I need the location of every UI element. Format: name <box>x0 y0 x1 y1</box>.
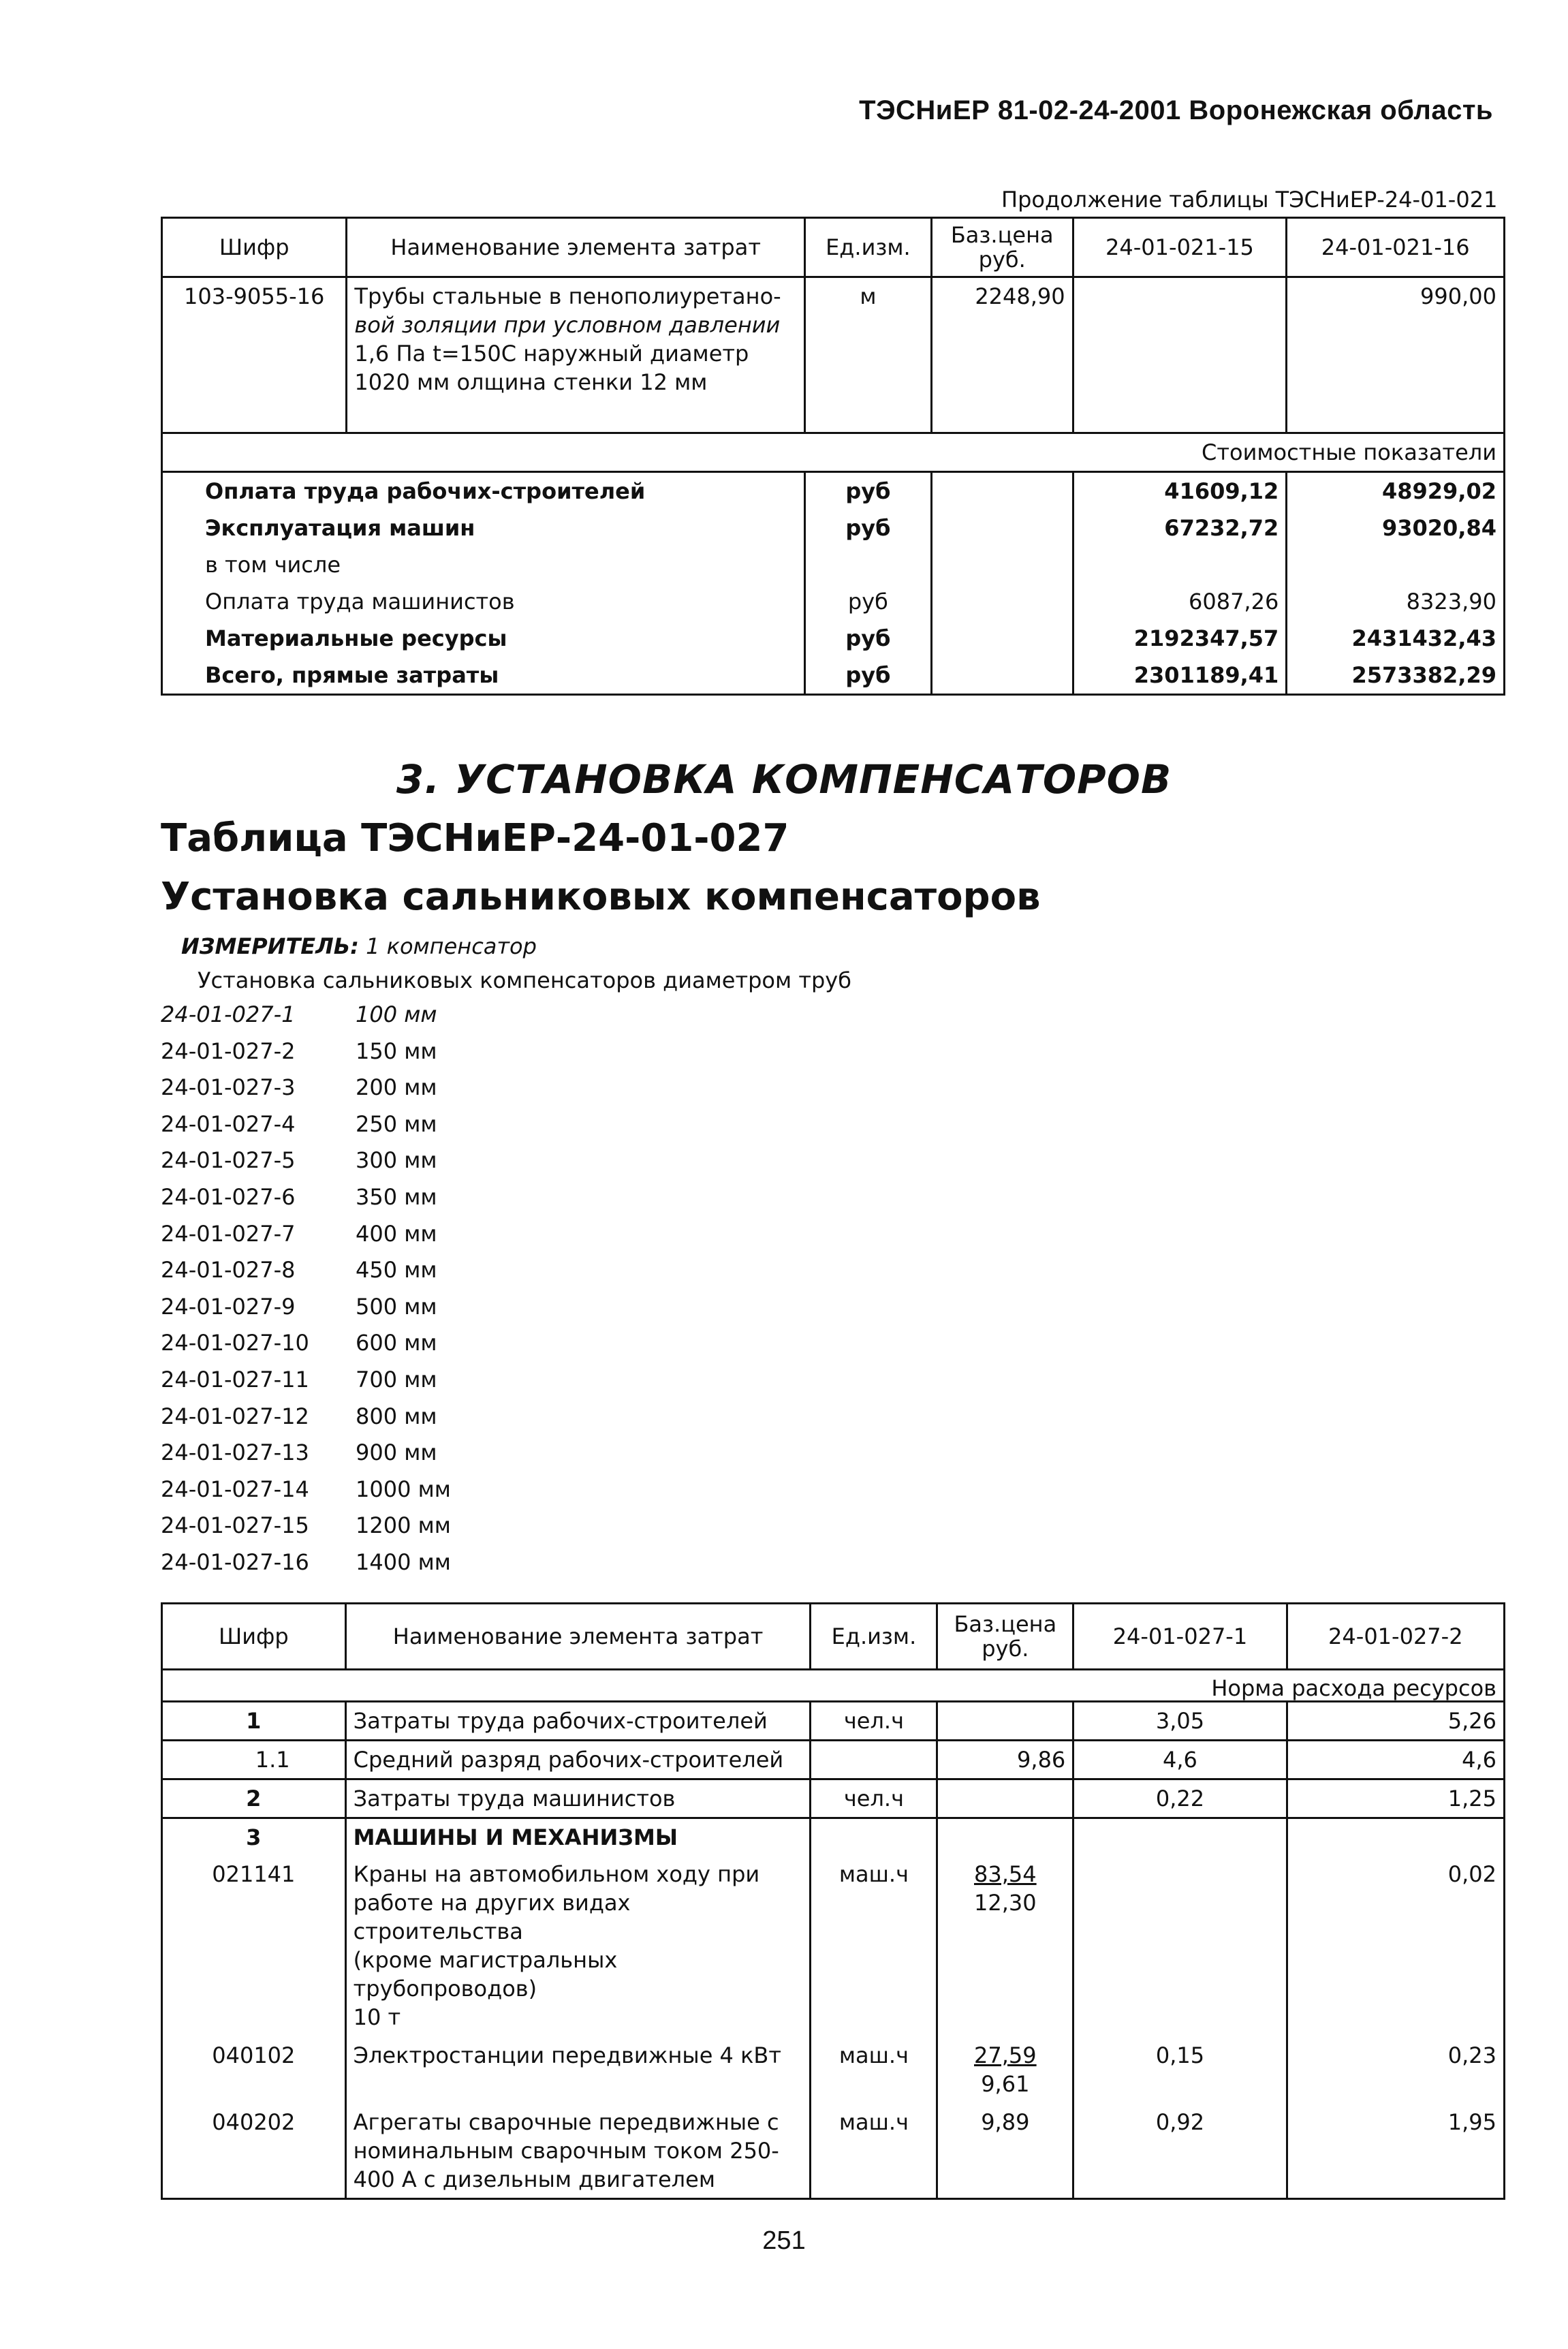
resource-price: 9,86 <box>937 1741 1073 1779</box>
table-subtitle: Установка сальниковых компенсаторов <box>161 875 1041 919</box>
material-unit: м <box>804 277 931 433</box>
header-unit: Ед.изм. <box>804 218 931 277</box>
resource-value-2: 4,6 <box>1287 1741 1504 1779</box>
resource-code: 1 <box>162 1702 346 1741</box>
cost-row <box>162 583 1505 620</box>
code: 24-01-027-13 <box>161 1440 309 1466</box>
machine-name-line: 400 А с дизельным двигателем <box>353 2166 715 2192</box>
cost-row <box>162 657 1505 695</box>
header-col-2: 24-01-027-2 <box>1287 1604 1504 1670</box>
cost-value-16: 93020,84 <box>1287 510 1505 546</box>
cost-row <box>162 546 1505 583</box>
machine-name-line: работе на других видах строительства <box>353 1890 631 1944</box>
code: 24-01-027-4 <box>161 1110 296 1137</box>
code-item <box>161 1074 451 1111</box>
cost-name: Материальные ресурсы <box>162 620 805 657</box>
cost-value-15: 41609,12 <box>1073 472 1287 510</box>
code-item <box>161 1184 451 1221</box>
cost-name: Оплата труда рабочих-строителей <box>162 472 805 510</box>
code-size: 300 мм <box>356 1147 437 1174</box>
code-size: 1000 мм <box>356 1476 451 1502</box>
cost-unit: руб <box>804 472 931 510</box>
machine-row <box>162 2036 1505 2102</box>
cost-value-15 <box>1073 546 1287 583</box>
code: 24-01-027-9 <box>161 1293 296 1320</box>
material-name-line: вой золяции при условном давлении <box>354 312 781 338</box>
code-size: 150 мм <box>356 1038 437 1064</box>
cost-price-empty <box>931 657 1073 695</box>
machine-row <box>162 2102 1505 2199</box>
cost-price-empty <box>931 620 1073 657</box>
code-size: 350 мм <box>356 1183 437 1210</box>
resource-value-2: 1,25 <box>1287 1779 1504 1818</box>
header-col-16: 24-01-021-16 <box>1287 218 1505 277</box>
code: 24-01-027-1 <box>161 1001 296 1027</box>
code-item <box>161 1512 451 1549</box>
code-size: 200 мм <box>356 1074 437 1101</box>
section-intro: Установка сальниковых компенсаторов диаметром труб <box>198 967 851 993</box>
norm-heading: Норма расхода ресурсов <box>162 1670 1505 1702</box>
resource-table-24-01-027 <box>161 1602 1505 2200</box>
material-name-line: 1,6 Па t=150С наружный диаметр <box>354 341 749 367</box>
resource-price <box>937 1702 1073 1741</box>
machine-price <box>937 2036 1073 2102</box>
code: 24-01-027-6 <box>161 1183 296 1210</box>
cost-value-16: 2573382,29 <box>1287 657 1505 695</box>
code-item <box>161 1367 451 1403</box>
cost-unit: руб <box>804 657 931 695</box>
code-item <box>161 1147 451 1184</box>
section-code: 3 <box>162 1818 346 1856</box>
resource-unit <box>811 1741 937 1779</box>
header-code: Шифр <box>162 1604 346 1670</box>
cost-unit: руб <box>804 620 931 657</box>
code-size: 500 мм <box>356 1293 437 1320</box>
machine-price-total: 83,54 <box>974 1861 1037 1887</box>
machine-value-2: 1,95 <box>1287 2102 1504 2199</box>
measure-line <box>181 933 537 959</box>
table-header-row <box>162 1604 1505 1670</box>
cost-price-empty <box>931 510 1073 546</box>
running-header: ТЭСНиЕР 81-02-24-2001 Воронежская область <box>859 95 1493 125</box>
machine-value-2: 0,23 <box>1287 2036 1504 2102</box>
cost-name: Эксплуатация машин <box>162 510 805 546</box>
machine-name-line: (кроме магистральных трубопроводов) <box>353 1947 618 2002</box>
resource-value-1: 0,22 <box>1073 1779 1287 1818</box>
cost-name: Всего, прямые затраты <box>162 657 805 695</box>
header-base-price: Баз.цена руб. <box>931 218 1073 277</box>
empty-cell <box>937 1818 1073 1856</box>
machine-price-wage: 9,61 <box>981 2071 1030 2097</box>
empty-cell <box>1287 1818 1504 1856</box>
code-list <box>161 1001 451 1586</box>
machine-unit: маш.ч <box>811 2036 937 2102</box>
cost-price-empty <box>931 472 1073 510</box>
code: 24-01-027-16 <box>161 1549 309 1575</box>
machine-name-line: Агрегаты сварочные передвижные с <box>353 2109 779 2135</box>
code-item <box>161 1221 451 1258</box>
cost-value-16: 48929,02 <box>1287 472 1505 510</box>
page-number: 251 <box>762 2226 806 2255</box>
machine-name <box>345 2102 811 2199</box>
cost-name: Оплата труда машинистов <box>162 583 805 620</box>
code-size: 250 мм <box>356 1110 437 1137</box>
header-name: Наименование элемента затрат <box>347 218 805 277</box>
measure-label: ИЗМЕРИТЕЛЬ: <box>181 933 359 959</box>
measure-value: 1 компенсатор <box>366 933 537 959</box>
machine-name-line: Краны на автомобильном ходу при <box>353 1861 760 1887</box>
machine-value-1: 0,92 <box>1073 2102 1287 2199</box>
resource-code: 1.1 <box>162 1741 346 1779</box>
cost-row <box>162 620 1505 657</box>
table-continuation-note: Продолжение таблицы ТЭСНиЕР-24-01-021 <box>1001 187 1498 213</box>
cost-value-15: 67232,72 <box>1073 510 1287 546</box>
cost-name: в том числе <box>162 546 805 583</box>
table-name: Таблица ТЭСНиЕР-24-01-027 <box>161 816 789 860</box>
header-unit: Ед.изм. <box>811 1604 937 1670</box>
material-name <box>347 277 805 433</box>
code-size: 100 мм <box>356 1001 437 1027</box>
code-item <box>161 1001 451 1038</box>
cost-unit <box>804 546 931 583</box>
machine-name <box>345 1856 811 2036</box>
code-item <box>161 1549 451 1586</box>
material-value-15 <box>1073 277 1287 433</box>
resource-row <box>162 1741 1505 1779</box>
resource-price <box>937 1779 1073 1818</box>
empty-cell <box>1073 1818 1287 1856</box>
cost-value-16 <box>1287 546 1505 583</box>
code-item <box>161 1294 451 1331</box>
code-size: 450 мм <box>356 1257 437 1284</box>
code-size: 1200 мм <box>356 1512 451 1539</box>
material-row <box>162 277 1505 433</box>
resource-name: Средний разряд рабочих-строителей <box>345 1741 811 1779</box>
resource-value-2: 5,26 <box>1287 1702 1504 1741</box>
machine-price: 9,89 <box>937 2102 1073 2199</box>
code: 24-01-027-2 <box>161 1038 296 1064</box>
code-size: 1400 мм <box>356 1549 451 1575</box>
code-item <box>161 1440 451 1476</box>
code-size: 700 мм <box>356 1366 437 1393</box>
machine-unit: маш.ч <box>811 1856 937 2036</box>
code: 24-01-027-10 <box>161 1330 309 1356</box>
cost-value-16: 2431432,43 <box>1287 620 1505 657</box>
code: 24-01-027-7 <box>161 1220 296 1247</box>
section-row <box>162 1818 1505 1856</box>
cost-unit: руб <box>804 583 931 620</box>
material-code: 103-9055-16 <box>162 277 347 433</box>
section-title: 3. УСТАНОВКА КОМПЕНСАТОРОВ <box>396 756 1172 803</box>
resource-code: 2 <box>162 1779 346 1818</box>
cost-heading: Стоимостные показатели <box>162 433 1505 472</box>
cost-value-15: 2301189,41 <box>1073 657 1287 695</box>
code: 24-01-027-11 <box>161 1366 309 1393</box>
resource-value-1: 3,05 <box>1073 1702 1287 1741</box>
machine-price-total: 27,59 <box>974 2042 1037 2068</box>
machine-code: 021141 <box>162 1856 346 2036</box>
code: 24-01-027-15 <box>161 1512 309 1539</box>
header-col-15: 24-01-021-15 <box>1073 218 1287 277</box>
header-name: Наименование элемента затрат <box>345 1604 811 1670</box>
cost-unit: руб <box>804 510 931 546</box>
code-item <box>161 1330 451 1367</box>
empty-cell <box>811 1818 937 1856</box>
machine-row <box>162 1856 1505 2036</box>
table-header-row <box>162 218 1505 277</box>
code: 24-01-027-12 <box>161 1403 309 1429</box>
header-col-1: 24-01-027-1 <box>1073 1604 1287 1670</box>
resource-unit: чел.ч <box>811 1702 937 1741</box>
code-size: 600 мм <box>356 1330 437 1356</box>
code: 24-01-027-3 <box>161 1074 296 1101</box>
machine-price-wage: 12,30 <box>974 1890 1037 1916</box>
header-base-price: Баз.цена руб. <box>937 1604 1073 1670</box>
cost-price-empty <box>931 583 1073 620</box>
cost-heading-row <box>162 433 1505 472</box>
code-size: 400 мм <box>356 1220 437 1247</box>
cost-row <box>162 472 1505 510</box>
code-item <box>161 1038 451 1075</box>
machine-value-1 <box>1073 1856 1287 2036</box>
code-item <box>161 1111 451 1148</box>
cost-value-15: 6087,26 <box>1073 583 1287 620</box>
machine-name-line: 10 т <box>353 2004 401 2030</box>
machine-name-line: номинальным сварочным током 250- <box>353 2138 779 2164</box>
code-size: 900 мм <box>356 1440 437 1466</box>
code-item <box>161 1257 451 1294</box>
machine-value-1: 0,15 <box>1073 2036 1287 2102</box>
code-item <box>161 1476 451 1513</box>
section-name: МАШИНЫ И МЕХАНИЗМЫ <box>345 1818 811 1856</box>
machine-code: 040102 <box>162 2036 346 2102</box>
resource-name: Затраты труда рабочих-строителей <box>345 1702 811 1741</box>
resource-unit: чел.ч <box>811 1779 937 1818</box>
header-code: Шифр <box>162 218 347 277</box>
cost-row <box>162 510 1505 546</box>
material-price: 2248,90 <box>931 277 1073 433</box>
cost-table-24-01-021 <box>161 217 1505 696</box>
code: 24-01-027-14 <box>161 1476 309 1502</box>
resource-row <box>162 1702 1505 1741</box>
resource-name: Затраты труда машинистов <box>345 1779 811 1818</box>
machine-code: 040202 <box>162 2102 346 2199</box>
material-value-16: 990,00 <box>1287 277 1505 433</box>
machine-name: Электростанции передвижные 4 кВт <box>345 2036 811 2102</box>
code-item <box>161 1403 451 1440</box>
machine-price <box>937 1856 1073 2036</box>
norm-heading-row <box>162 1670 1505 1702</box>
material-name-line: Трубы стальные в пенополиуретано- <box>354 283 781 309</box>
cost-value-15: 2192347,57 <box>1073 620 1287 657</box>
cost-value-16: 8323,90 <box>1287 583 1505 620</box>
cost-price-empty <box>931 546 1073 583</box>
machine-unit: маш.ч <box>811 2102 937 2199</box>
code: 24-01-027-8 <box>161 1257 296 1284</box>
resource-value-1: 4,6 <box>1073 1741 1287 1779</box>
machine-value-2: 0,02 <box>1287 1856 1504 2036</box>
code-size: 800 мм <box>356 1403 437 1429</box>
resource-row <box>162 1779 1505 1818</box>
material-name-line: 1020 мм олщина стенки 12 мм <box>354 369 708 395</box>
code: 24-01-027-5 <box>161 1147 296 1174</box>
